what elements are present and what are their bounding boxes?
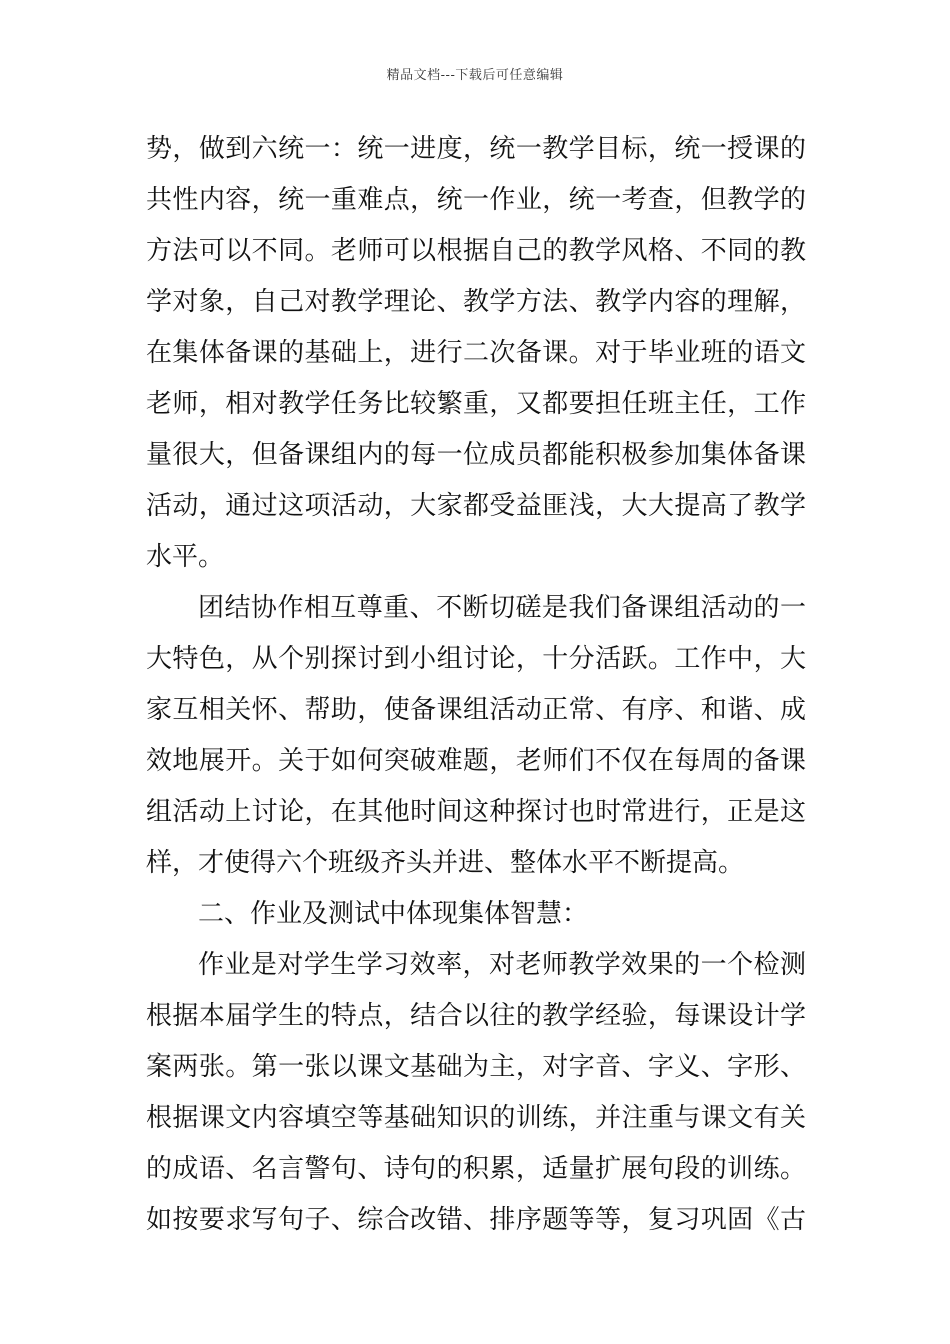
text-line: 家互相关怀、帮助，使备课组活动正常、有序、和谐、成 — [146, 695, 806, 725]
text-line: 组活动上讨论，在其他时间这种探讨也时常进行，正是这 — [146, 797, 806, 827]
text-line: 势，做到六统一：统一进度，统一教学目标，统一授课的 — [146, 134, 806, 164]
text-line: 共性内容，统一重难点，统一作业，统一考查，但教学的 — [146, 185, 806, 215]
text-line: 活动，通过这项活动，大家都受益匪浅，大大提高了教学 — [146, 491, 806, 521]
text-line: 根据本届学生的特点，结合以往的教学经验，每课设计学 — [146, 1001, 806, 1031]
text-line: 学对象，自己对教学理论、教学方法、教学内容的理解， — [146, 287, 806, 317]
page-header: 精品文档---下载后可任意编辑 — [386, 68, 564, 83]
text-line: 作业是对学生学习效率，对老师教学效果的一个检测 — [198, 950, 806, 980]
text-line: 如按要求写句子、综合改错、排序题等等，复习巩固《古 — [146, 1205, 806, 1235]
text-line: 样，才使得六个班级齐头并进、整体水平不断提高。 — [146, 848, 745, 878]
text-line: 的成语、名言警句、诗句的积累，适量扩展句段的训练。 — [146, 1154, 806, 1184]
text-line: 效地展开。关于如何突破难题，老师们不仅在每周的备课 — [146, 746, 806, 776]
document-body — [146, 124, 806, 1246]
text-line: 水平。 — [146, 542, 225, 572]
text-line: 量很大，但备课组内的每一位成员都能积极参加集体备课 — [146, 440, 806, 470]
text-line: 老师，相对教学任务比较繁重，又都要担任班主任，工作 — [146, 389, 806, 419]
text-line: 大特色，从个别探讨到小组讨论，十分活跃。工作中，大 — [146, 644, 806, 674]
text-line: 在集体备课的基础上，进行二次备课。对于毕业班的语文 — [146, 338, 806, 368]
text-line: 案两张。第一张以课文基础为主，对字音、字义、字形、 — [146, 1052, 806, 1082]
text-line: 团结协作相互尊重、不断切磋是我们备课组活动的一 — [198, 593, 806, 623]
text-line: 根据课文内容填空等基础知识的训练，并注重与课文有关 — [146, 1103, 806, 1133]
text-line: 方法可以不同。老师可以根据自己的教学风格、不同的教 — [146, 236, 806, 266]
text-line: 二、作业及测试中体现集体智慧： — [198, 899, 589, 929]
